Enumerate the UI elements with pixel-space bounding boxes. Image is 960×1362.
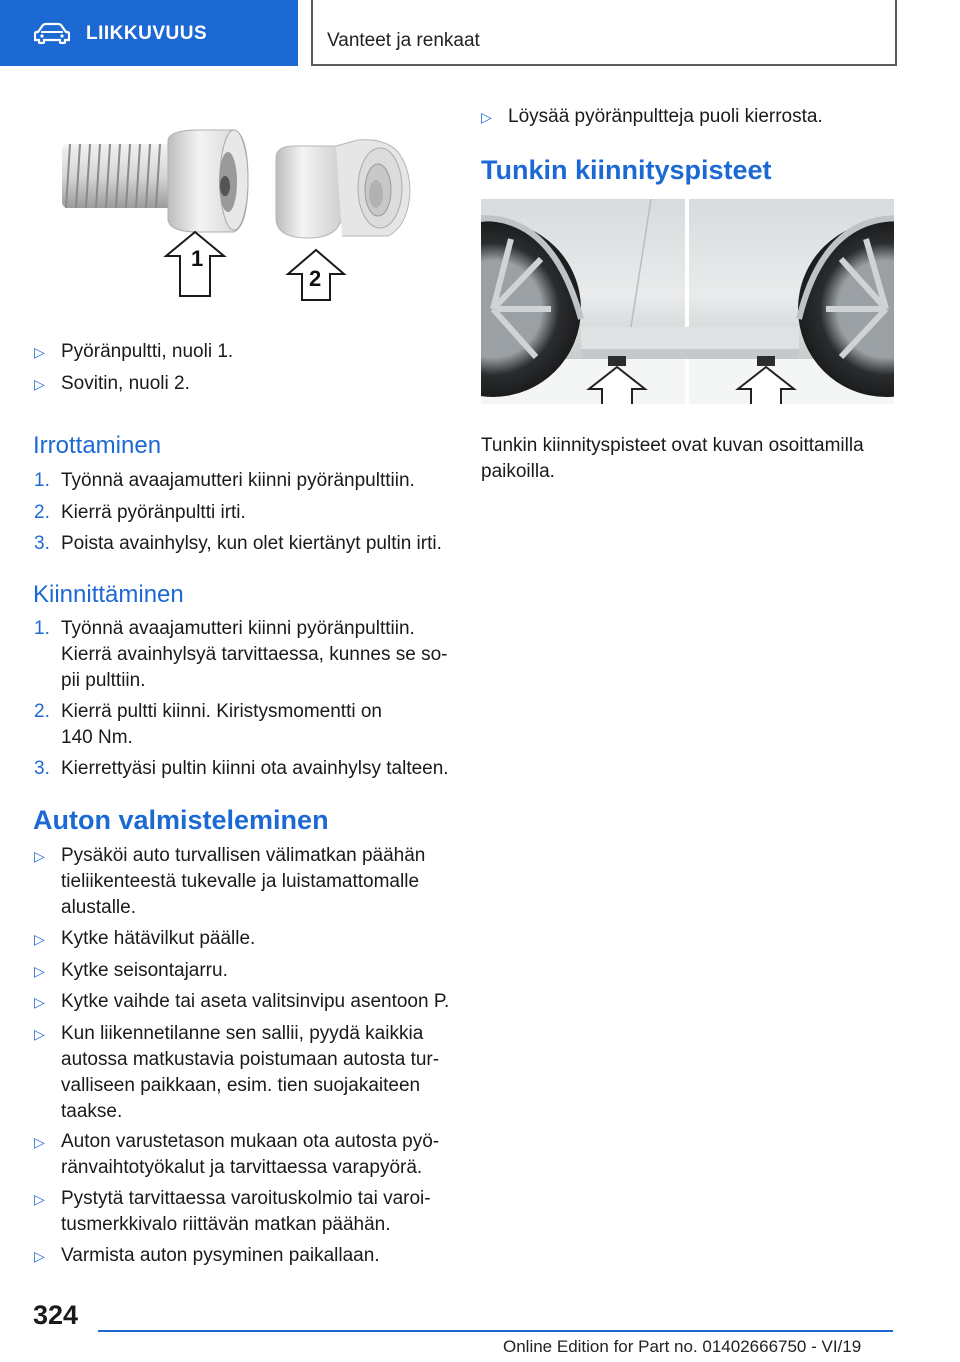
triangle-bullet-icon: ▷ — [34, 931, 45, 947]
section-header — [311, 0, 897, 66]
page-number: 324 — [33, 1300, 79, 1330]
triangle-bullet-icon: ▷ — [34, 848, 45, 864]
caption-line: Tunkin kiinnityspisteet ovat kuvan osoittamilla — [481, 435, 864, 456]
jacking-points-photo — [481, 199, 894, 404]
heading-tunkin-kiinnityspisteet: Tunkin kiinnityspisteet — [481, 155, 772, 185]
arrow-label-1: 1 — [191, 246, 204, 271]
chapter-tab[interactable] — [0, 0, 298, 66]
heading-irrottaminen: Irrottaminen — [33, 432, 162, 459]
triangle-bullet-icon: ▷ — [34, 1134, 45, 1150]
triangle-bullet-icon: ▷ — [34, 376, 45, 392]
triangle-bullet-icon: ▷ — [34, 1248, 45, 1264]
triangle-bullet-icon: ▷ — [34, 1026, 45, 1042]
caption-line: paikoilla. — [481, 461, 555, 482]
arrow-label-2: 2 — [309, 266, 322, 291]
triangle-bullet-icon: ▷ — [481, 109, 492, 125]
bolt-thread — [62, 144, 174, 208]
heading-valmisteleminen: Auton valmisteleminen — [33, 805, 329, 835]
wheel-bolt-figure — [58, 128, 438, 308]
adapter — [276, 140, 410, 238]
triangle-bullet-icon: ▷ — [34, 1191, 45, 1207]
car-icon — [34, 22, 70, 44]
triangle-bullet-icon: ▷ — [34, 344, 45, 360]
chapter-title: LIIKKUVUUS — [86, 23, 208, 44]
section-title: Vanteet ja renkaat — [327, 30, 480, 51]
edition-note: Online Edition for Part no. 01402666750 - VI/19 — [503, 1337, 862, 1356]
triangle-bullet-icon: ▷ — [34, 963, 45, 979]
triangle-bullet-icon: ▷ — [34, 994, 45, 1010]
heading-kiinnittaminen: Kiinnittäminen — [33, 581, 184, 608]
footer-divider — [98, 1330, 893, 1332]
